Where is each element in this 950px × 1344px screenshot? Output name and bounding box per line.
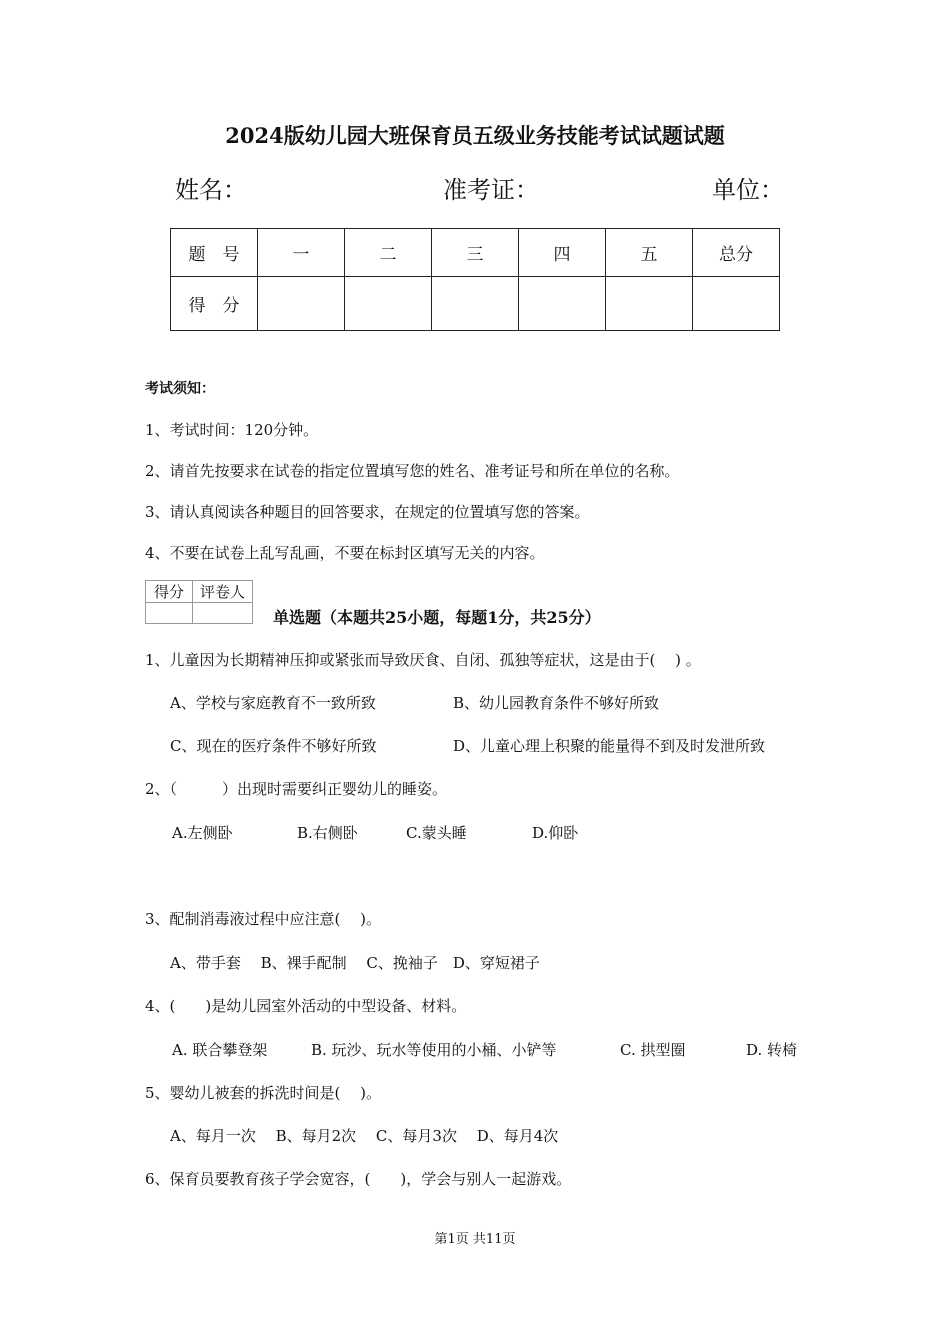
q2-option-b: B.右侧卧 [297, 824, 358, 842]
q3-options: A、带手套 B、裸手配制 C、挽袖子 D、穿短裙子 [170, 954, 540, 972]
score-row-label: 得 分 [171, 277, 258, 331]
score-cell[interactable] [693, 277, 780, 331]
q1-option-d: D、儿童心理上积聚的能量得不到及时发泄所致 [453, 737, 766, 755]
score-header-cell: 总分 [693, 229, 780, 277]
q5-options: A、每月一次 B、每月2次 C、每月3次 D、每月4次 [170, 1127, 559, 1145]
score-header-cell: 题 号 [171, 229, 258, 277]
page-footer: 第1页 共11页 [434, 1232, 516, 1247]
score-header-cell: 三 [432, 229, 519, 277]
question-1: 1、儿童因为长期精神压抑或紧张而导致厌食、自闭、孤独等症状，这是由于( ) 。 [145, 651, 701, 669]
score-table [170, 228, 780, 331]
q2-option-d: D.仰卧 [532, 824, 579, 842]
exam-id-label: 准考证： [443, 176, 539, 204]
grader-score-cell[interactable] [146, 603, 193, 624]
question-5: 5、婴幼儿被套的拆洗时间是( )。 [145, 1084, 382, 1102]
notice-heading: 考试须知： [145, 381, 215, 397]
name-label: 姓名： [175, 176, 247, 204]
score-table-header-row [171, 229, 780, 277]
q1-option-b: B、幼儿园教育条件不够好所致 [453, 694, 660, 712]
question-3: 3、配制消毒液过程中应注意( )。 [145, 910, 382, 928]
section-title: 单选题（本题共25小题，每题1分，共25分） [273, 608, 601, 627]
score-table-score-row [171, 277, 780, 331]
score-header-cell: 二 [345, 229, 432, 277]
score-cell[interactable] [519, 277, 606, 331]
score-cell[interactable] [606, 277, 693, 331]
score-cell[interactable] [432, 277, 519, 331]
grader-score-label: 得分 [146, 581, 193, 603]
q4-option-c: C. 拱型圈 [620, 1041, 686, 1059]
q1-option-a: A、学校与家庭教育不一致所致 [170, 694, 376, 712]
question-2: 2、（ ）出现时需要纠正婴幼儿的睡姿。 [145, 780, 448, 798]
grader-box [145, 580, 253, 624]
notice-item: 2、请首先按要求在试卷的指定位置填写您的姓名、准考证号和所在单位的名称。 [145, 462, 680, 480]
q2-option-c: C.蒙头睡 [406, 824, 467, 842]
score-header-cell: 一 [258, 229, 345, 277]
question-4: 4、( )是幼儿园室外活动的中型设备、材料。 [145, 997, 467, 1015]
score-header-cell: 四 [519, 229, 606, 277]
notice-item: 3、请认真阅读各种题目的回答要求，在规定的位置填写您的答案。 [145, 503, 590, 521]
score-cell[interactable] [258, 277, 345, 331]
unit-label: 单位： [712, 176, 784, 204]
q4-option-a: A. 联合攀登架 [172, 1041, 268, 1059]
q4-option-b: B. 玩沙、玩水等使用的小桶、小铲等 [311, 1041, 557, 1059]
grader-name-label: 评卷人 [193, 581, 253, 603]
q1-option-c: C、现在的医疗条件不够好所致 [170, 737, 377, 755]
q2-option-a: A.左侧卧 [172, 824, 233, 842]
question-6: 6、保育员要教育孩子学会宽容，( )，学会与别人一起游戏。 [145, 1170, 572, 1188]
page-title: 2024版幼儿园大班保育员五级业务技能考试试题试题 [225, 123, 725, 148]
grader-name-cell[interactable] [193, 603, 253, 624]
notice-item: 4、不要在试卷上乱写乱画，不要在标封区填写无关的内容。 [145, 544, 545, 562]
score-header-cell: 五 [606, 229, 693, 277]
score-cell[interactable] [345, 277, 432, 331]
q4-option-d: D. 转椅 [746, 1041, 798, 1059]
notice-item: 1、考试时间：120分钟。 [145, 421, 319, 439]
